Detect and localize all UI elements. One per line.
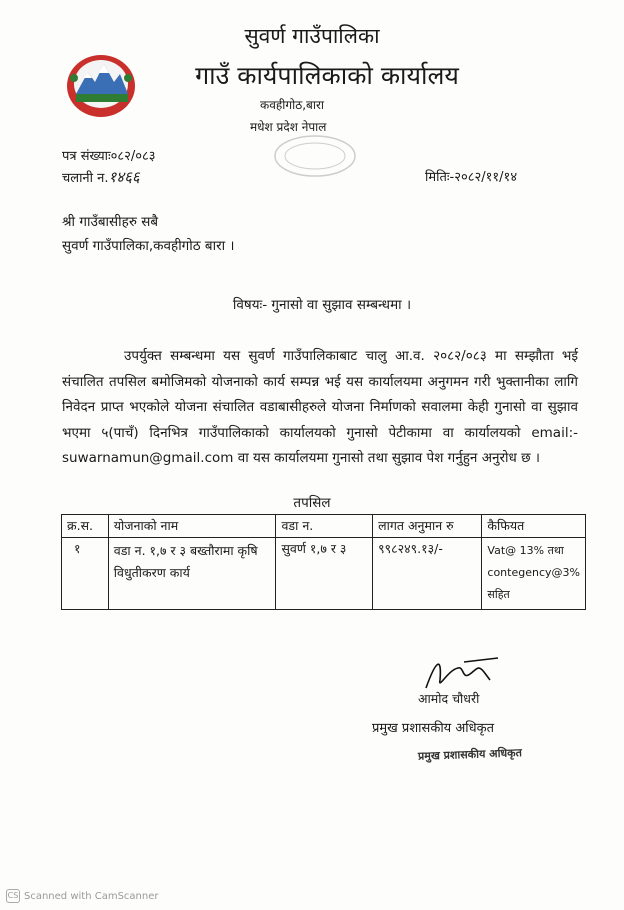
- body-paragraph: [62, 344, 578, 472]
- recipient-line-2: सुवर्ण गाउँपालिका,कवहीगोठ बारा ।: [62, 238, 235, 254]
- watermark-text: Scanned with CamScanner: [24, 891, 159, 902]
- table-row: [62, 538, 586, 610]
- signature-icon: [418, 650, 518, 695]
- dispatch-handwritten: १४६६: [108, 168, 140, 186]
- office-stamp-icon: [270, 132, 360, 180]
- nepal-emblem-logo: [62, 48, 140, 120]
- col-header-remark: कैफियत: [482, 515, 586, 538]
- letter-date: मितिः-२०८२/११/१४: [425, 170, 518, 185]
- office-name: गाउँ कार्यपालिकाको कार्यालय: [195, 61, 459, 90]
- cell-sn: १: [62, 538, 109, 610]
- cell-remark: [482, 538, 586, 610]
- letter-number: पत्र संख्याः०८२/०८३: [62, 149, 156, 164]
- subject-line: विषयः- गुनासो वा सुझाव सम्बन्धमा ।: [232, 297, 412, 313]
- remark-line-1: Vat@ 13% तथा: [487, 544, 564, 557]
- col-header-cost: लागत अनुमान रु: [373, 515, 482, 538]
- col-header-sn: क्र.स.: [62, 515, 109, 538]
- official-stamp: प्रमुख प्रशासकीय अधिकृत: [417, 746, 523, 763]
- cell-ward: सुवर्ण १,७ र ३: [276, 538, 373, 610]
- cell-cost: ९९८२४९.१३/-: [373, 538, 482, 610]
- address-line-1: कवहीगोठ,बारा: [260, 98, 324, 112]
- camscanner-watermark: [6, 889, 159, 903]
- municipality-name: सुवर्ण गाउँपालिका: [244, 24, 380, 48]
- dispatch-label: चलानी न.: [62, 171, 109, 186]
- dispatch-number: [62, 167, 140, 187]
- table-caption: तपसिल: [293, 495, 331, 511]
- signatory-name: आमोद चौधरी: [418, 691, 480, 706]
- col-header-ward: वडा न.: [276, 515, 373, 538]
- remark-line-2: contegency@3%: [487, 566, 580, 579]
- table-header-row: [62, 515, 586, 538]
- address-line-2: मधेश प्रदेश नेपाल: [250, 120, 327, 134]
- recipient-line-1: श्री गाउँबासीहरु सबै: [62, 214, 159, 230]
- camscanner-icon: CS: [6, 889, 20, 903]
- signatory-title: प्रमुख प्रशासकीय अधिकृत: [372, 721, 495, 736]
- body-text: उपर्युक्त सम्बन्धमा यस सुवर्ण गाउँपालिकाबाट चालु आ.व. २०८२/०८३ मा सम्झौता भई संचालित तपसिल बमोजिमको योजनाको कार्य सम्पन्न भई यस कार्यालयमा अनुगमन गरी भुक्तानीका लागि निवेदन प्राप्त भएकोले योजना संचालित वडाबासीहरुले योजना निर्माणको सवालमा केही गुनासो वा सुझाव भएमा ५(पाचँ) दिनभित्र गाउँपालिकाको कार्यालयको गुनासो पेटीकामा वा कार्यालयको email:-suwarnamun@gmail.com वा यस कार्यालयमा गुनासो तथा सुझाव पेश गर्नुहुन अनुरोध छ ।: [62, 348, 578, 466]
- works-table: [61, 514, 586, 610]
- col-header-name: योजनाको नाम: [108, 515, 276, 538]
- remark-line-3: सहित: [487, 588, 510, 601]
- cell-name: वडा न. १,७ र ३ बख्तौरामा कृषि विधुतीकरण कार्य: [108, 538, 276, 610]
